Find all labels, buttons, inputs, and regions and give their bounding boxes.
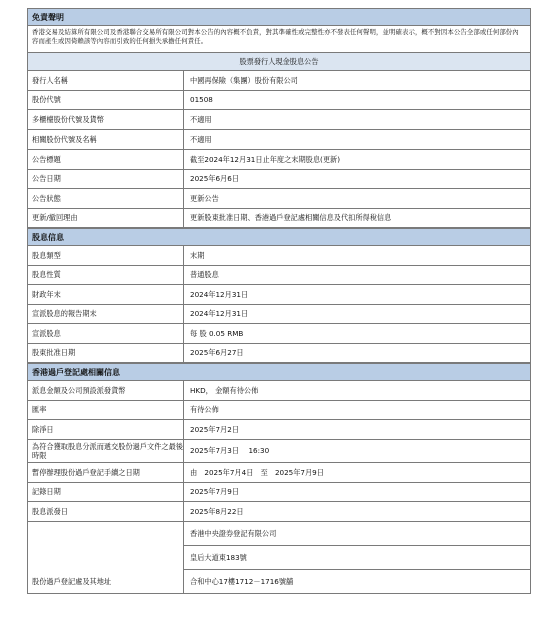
row-value: 由 2025年7月4日 至 2025年7月9日 xyxy=(190,467,324,477)
registrar-address-row xyxy=(28,522,530,593)
reporting-period-end-row xyxy=(28,305,530,325)
declared-dividend-row xyxy=(28,324,530,344)
row-label: 暫停辦理股份過戶登記手續之日期 xyxy=(28,463,184,482)
fiscal-year-end-row xyxy=(28,285,530,305)
row-value: 2025年7月3日 16:30 xyxy=(190,446,270,456)
row-value: HKD， 金額有待公佈 xyxy=(190,385,259,395)
row-label: 派息金額及公司預設派發貨幣 xyxy=(28,381,184,400)
address-line: 皇后大道東183號 xyxy=(184,546,530,570)
announcement-title: 股票發行人現金股息公告 xyxy=(28,53,530,71)
row-label: 財政年末 xyxy=(28,285,184,304)
row-value: 不適用 xyxy=(190,115,212,124)
row-label: 匯率 xyxy=(28,401,184,420)
row-label: 股息派發日 xyxy=(28,502,184,521)
announcement-date-row xyxy=(28,170,530,190)
row-label: 股份過戶登記處及其地址 xyxy=(28,522,184,593)
row-value: 2025年7月2日 xyxy=(190,424,240,434)
shareholder-approval-date-row xyxy=(28,344,530,364)
row-value: 截至2024年12月31日止年度之末期股息(更新) xyxy=(190,154,341,164)
row-value: 2024年12月31日 xyxy=(190,309,249,319)
row-label: 除淨日 xyxy=(28,420,184,439)
row-label: 公告狀態 xyxy=(28,189,184,208)
row-value: 更新公告 xyxy=(190,193,219,203)
multi-counter-row xyxy=(28,110,530,130)
row-label: 股東批准日期 xyxy=(28,344,184,363)
exchange-rate-row xyxy=(28,401,530,421)
row-value: 2024年12月31日 xyxy=(190,289,249,299)
row-value: 更新股東批准日期、香港過戶登記處相關信息及代扣所得稅信息 xyxy=(190,213,392,223)
payment-currency-row xyxy=(28,381,530,401)
row-value: 01508 xyxy=(190,95,213,105)
row-label: 多櫃檯股份代號及貨幣 xyxy=(28,110,184,129)
row-label: 記錄日期 xyxy=(28,483,184,502)
update-reason-row xyxy=(28,209,530,229)
book-closure-row xyxy=(28,463,530,483)
row-value: 2025年6月6日 xyxy=(190,174,240,184)
row-value: 不適用 xyxy=(190,135,212,144)
announcement-status-row xyxy=(28,189,530,209)
transfer-deadline-row xyxy=(28,440,530,464)
dividend-info-header: 股息信息 xyxy=(28,228,530,246)
row-value: 2025年6月27日 xyxy=(190,348,244,358)
row-label: 股息類型 xyxy=(28,246,184,265)
dividend-nature-row xyxy=(28,266,530,286)
row-label: 公告標題 xyxy=(28,150,184,169)
related-code-row xyxy=(28,130,530,150)
announcement-title-row xyxy=(28,150,530,170)
address-line: 香港中央證券登記有限公司 xyxy=(184,522,530,546)
payment-date-row xyxy=(28,502,530,522)
row-label: 發行人名稱 xyxy=(28,71,184,90)
disclaimer-header: 免責聲明 xyxy=(28,8,530,26)
row-label: 相關股份代號及名稱 xyxy=(28,130,184,149)
registrar-address xyxy=(184,522,530,593)
row-value: 2025年7月9日 xyxy=(190,487,240,497)
row-label: 為符合獲取股息分派而遞交股份過戶文件之最後時限 xyxy=(28,440,184,463)
address-line: 合和中心17樓1712－1716號舖 xyxy=(190,576,294,586)
row-label: 宣派股息 xyxy=(28,324,184,343)
row-label: 股息性質 xyxy=(28,266,184,285)
issuer-name-row xyxy=(28,71,530,91)
dividend-type-row xyxy=(28,246,530,266)
row-label: 股份代號 xyxy=(28,91,184,110)
row-value: 有待公佈 xyxy=(190,405,219,415)
ex-date-row xyxy=(28,420,530,440)
disclaimer-text: 香港交易及結算所有限公司及香港聯合交易所有限公司對本公告的內容概不負責，對其準確性或完整性亦不發表任何聲明，並明確表示，概不對因本公告全部或任何部份內容而產生或因倚賴該等內容而引致的任何損失承擔任何責任。 xyxy=(28,26,530,53)
registrar-info-header: 香港過戶登記處相關信息 xyxy=(28,363,530,381)
row-label: 宣派股息的報告期末 xyxy=(28,305,184,324)
announcement-form xyxy=(27,8,531,594)
row-value: 末期 xyxy=(190,250,205,260)
row-value: 每 股 0.05 RMB xyxy=(190,328,244,338)
row-value: 普通股息 xyxy=(190,270,219,280)
record-date-row xyxy=(28,483,530,503)
row-value: 2025年8月22日 xyxy=(190,506,244,516)
row-label: 更新/撤回理由 xyxy=(28,209,184,228)
row-label: 公告日期 xyxy=(28,170,184,189)
row-value: 中國再保險（集團）股份有限公司 xyxy=(190,75,298,85)
stock-code-row xyxy=(28,91,530,111)
